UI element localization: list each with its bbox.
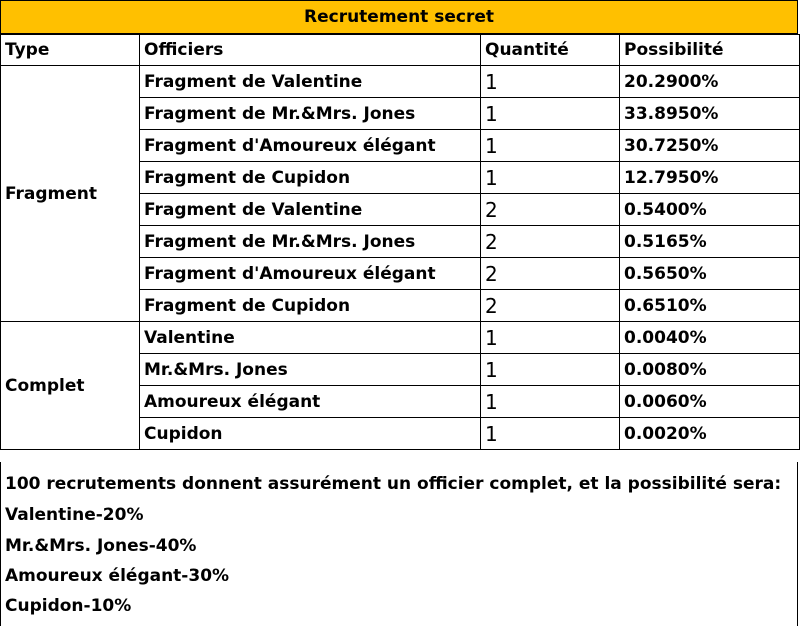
footer-line: Valentine-20% — [5, 505, 144, 525]
footer-line: Mr.&Mrs. Jones-40% — [5, 536, 197, 556]
probability-cell: 0.0020% — [620, 418, 800, 450]
officer-cell: Fragment de Valentine — [140, 194, 481, 226]
quantity-cell: 2 — [481, 258, 620, 290]
probability-cell: 0.5165% — [620, 226, 800, 258]
probability-cell: 0.5650% — [620, 258, 800, 290]
type-cell-complet: Complet — [1, 322, 140, 450]
quantity-cell: 1 — [481, 98, 620, 130]
probability-cell: 12.7950% — [620, 162, 800, 194]
officer-cell: Mr.&Mrs. Jones — [140, 354, 481, 386]
quantity-cell: 1 — [481, 322, 620, 354]
quantity-cell: 2 — [481, 290, 620, 322]
recruitment-table — [0, 34, 800, 450]
header-row — [1, 35, 800, 66]
header-probability: Possibilité — [620, 35, 800, 66]
quantity-cell: 1 — [481, 386, 620, 418]
quantity-cell: 1 — [481, 66, 620, 98]
quantity-cell: 1 — [481, 162, 620, 194]
probability-cell: 0.6510% — [620, 290, 800, 322]
officer-cell: Fragment de Mr.&Mrs. Jones — [140, 226, 481, 258]
probability-cell: 30.7250% — [620, 130, 800, 162]
officer-cell: Fragment d'Amoureux élégant — [140, 258, 481, 290]
quantity-cell: 1 — [481, 354, 620, 386]
officer-cell: Cupidon — [140, 418, 481, 450]
officer-cell: Fragment de Cupidon — [140, 162, 481, 194]
quantity-cell: 2 — [481, 194, 620, 226]
header-quantity: Quantité — [481, 35, 620, 66]
footer-intro: 100 recrutements donnent assurément un officier complet, et la possibilité sera: — [5, 474, 782, 494]
quantity-cell: 2 — [481, 226, 620, 258]
type-cell-fragment: Fragment — [1, 66, 140, 322]
officer-cell: Fragment de Valentine — [140, 66, 481, 98]
quantity-cell: 1 — [481, 418, 620, 450]
probability-cell: 0.0060% — [620, 386, 800, 418]
header-type: Type — [1, 35, 140, 66]
probability-cell: 33.8950% — [620, 98, 800, 130]
footer-notes — [0, 462, 798, 626]
table-row — [1, 66, 800, 98]
probability-cell: 20.2900% — [620, 66, 800, 98]
officer-cell: Fragment de Mr.&Mrs. Jones — [140, 98, 481, 130]
officer-cell: Fragment de Cupidon — [140, 290, 481, 322]
footer-line: Cupidon-10% — [5, 596, 132, 616]
officer-cell: Fragment d'Amoureux élégant — [140, 130, 481, 162]
table-row — [1, 322, 800, 354]
officer-cell: Amoureux élégant — [140, 386, 481, 418]
probability-cell: 0.0040% — [620, 322, 800, 354]
probability-cell: 0.0080% — [620, 354, 800, 386]
header-officers: Officiers — [140, 35, 481, 66]
probability-cell: 0.5400% — [620, 194, 800, 226]
officer-cell: Valentine — [140, 322, 481, 354]
quantity-cell: 1 — [481, 130, 620, 162]
table-title: Recrutement secret — [0, 0, 798, 34]
footer-line: Amoureux élégant-30% — [5, 566, 230, 586]
